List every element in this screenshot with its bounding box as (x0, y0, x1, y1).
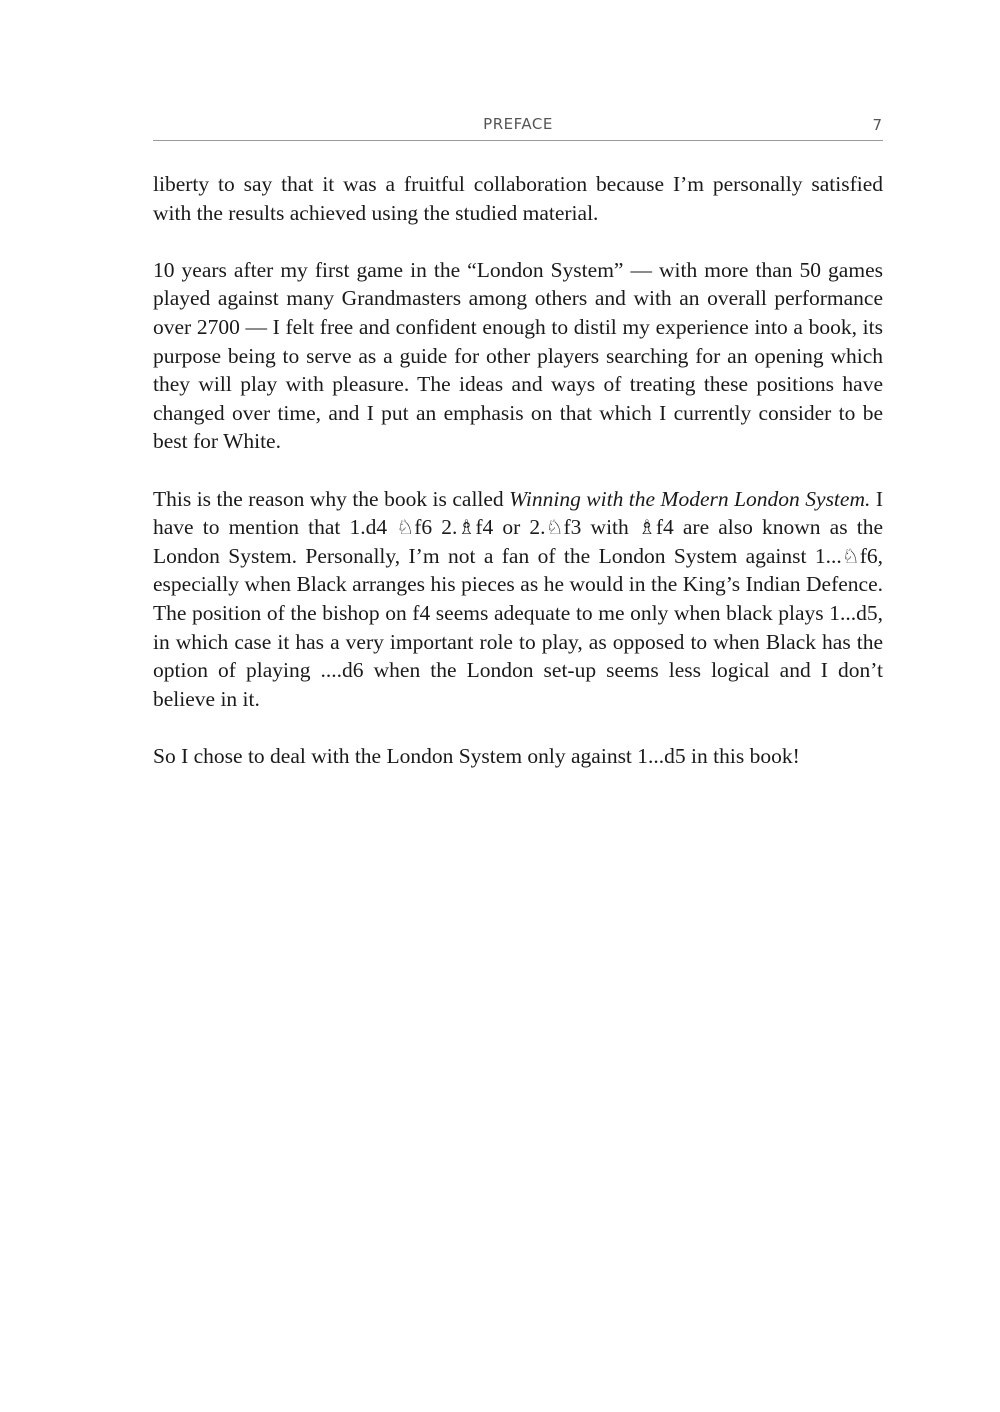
text-run: I have to mention that 1.d4 (153, 486, 883, 540)
bishop-icon: ♗ (457, 515, 476, 540)
paragraph-3 (153, 485, 883, 714)
text-run: f4 or 2. (475, 515, 546, 540)
paragraph-4: So I chose to deal with the London System only against 1...d5 in this book! (153, 743, 800, 768)
chapter-title: PREFACE (483, 115, 553, 133)
knight-icon: ♘ (841, 543, 860, 568)
running-header (153, 112, 883, 141)
text-run: f4 are also known as the London System. Personally, I’m not a fan of the London System against 1... (153, 515, 883, 568)
body-text (153, 170, 883, 799)
text-run: f6, especially when Black arranges his pieces as he would in the King’s Indian Defence. The position of the bishop on f4 seems adequate to me only when black plays 1...d5, in which case it has a very important role to play, as opposed to when Black has the option of playing ....d6 when the London set-up seems less logical and I don’t believe in it. (153, 543, 883, 711)
paragraph-2: 10 years after my first game in the “London System” — with more than 50 games played against many Grandmasters among others and with an overall performance over 2700 — I felt free and confident enough to distil my experience into a book, its purpose being to serve as a guide for other players searching for an opening which they will play with pleasure. The ideas and ways of treating these positions have changed over time, and I put an emphasis on that which I currently consider to be best for White. (153, 257, 883, 454)
bishop-icon: ♗ (637, 515, 656, 540)
text-run: This is the reason why the book is called (153, 486, 510, 511)
knight-icon: ♘ (396, 515, 415, 540)
paragraph-1: liberty to say that it was a fruitful collaboration because I’m personally satisfied with the results achieved using the studied material. (153, 172, 883, 225)
page-number: 7 (872, 116, 882, 134)
book-title: Winning with the Modern London System. (509, 486, 871, 511)
text-run: f3 with (563, 515, 638, 540)
knight-icon: ♘ (545, 515, 564, 540)
text-run: f6 2. (414, 515, 458, 540)
